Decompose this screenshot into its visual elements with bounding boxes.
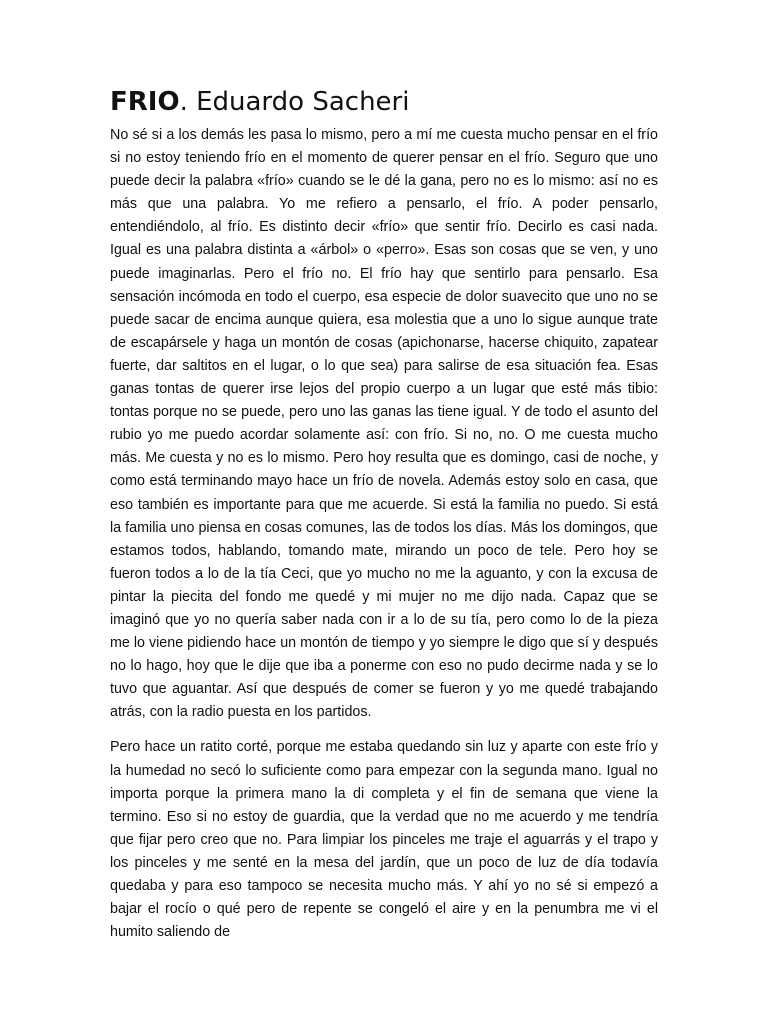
paragraph-1: No sé si a los demás les pasa lo mismo, pero a mí me cuesta mucho pensar en el frío si no estoy teniendo frío en el momento de querer pensar en el frío. Seguro que uno puede decir la palabra «frío» cuando se le dé la gana, pero no es lo mismo: así no es más que una palabra. Yo me refiero a pensarlo, el frío. A poder pensarlo, entendiéndolo, al frío. Es distinto decir «frío» que sentir frío. Decirlo es casi nada. Igual es una palabra distinta a «árbol» o «perro». Esas son cosas que se ven, y uno puede imaginarlas. Pero el frío no. El frío hay que sentirlo para pensarlo. Esa sensación incómoda en todo el cuerpo, esa especie de dolor suavecito que uno no se puede sacar de encima aunque quiera, esa molestia que a uno lo sigue aunque trate de escapársele y haga un montón de cosas (apichonarse, hacerse chiquito, zapatear fuerte, dar saltitos en el lugar, o lo que sea) para salirse de esa situación fea. Esas ganas tontas de querer irse lejos del propio cuerpo a un lugar que esté más tibio: tontas porque no se puede, pero uno las ganas las tiene igual. Y de todo el asunto del rubio yo me puedo acordar solamente así: con frío. Si no, no. O me cuesta mucho más. Me cuesta y no es lo mismo. Pero hoy resulta que es domingo, casi de noche, y como está terminando mayo hace un frío de novela. Además estoy solo en casa, que eso también es importante para que me acuerde. Si está la familia no puedo. Si está la familia uno piensa en cosas comunes, las de todos los días. Más los domingos, que estamos todos, hablando, tomando mate, mirando un poco de tele. Pero hoy se fueron todos a lo de la tía Ceci, que yo mucho no me la aguanto, y con la excusa de pintar la piecita del fondo me quedé y mi mujer no me dijo nada. Capaz que se imaginó que yo no quería saber nada con ir a lo de su tía, pero como lo de la pieza me lo viene pidiendo hace un montón de tiempo y yo siempre le digo que sí y después no lo hago, hoy que le dije que iba a ponerme con eso no pudo decirme nada y se lo tuvo que aguantar. Así que después de comer se fueron y yo me quedé trabajando atrás, con la radio puesta en los partidos. <box>110 127 658 721</box>
title-bold-word: FRIO <box>110 87 180 117</box>
document-page <box>110 84 658 956</box>
document-title <box>110 84 658 120</box>
title-author: . Eduardo Sacheri <box>179 87 410 117</box>
paragraph-2: Pero hace un ratito corté, porque me estaba quedando sin luz y aparte con este frío y la humedad no secó lo suficiente como para empezar con la segunda mano. Igual no importa porque la primera mano la di completa y el fin de semana que viene la termino. Eso si no estoy de guardia, que la verdad que no me acuerdo y me tendría que fijar pero creo que no. Para limpiar los pinceles me traje el aguarrás y el trapo y los pinceles y me senté en la mesa del jardín, que un poco de luz de día todavía quedaba y para eso tampoco se necesita mucho más. Y ahí yo no sé si empezó a bajar el rocío o qué pero de repente se congeló el aire y en la penumbra me vi el humito saliendo de <box>110 739 658 941</box>
